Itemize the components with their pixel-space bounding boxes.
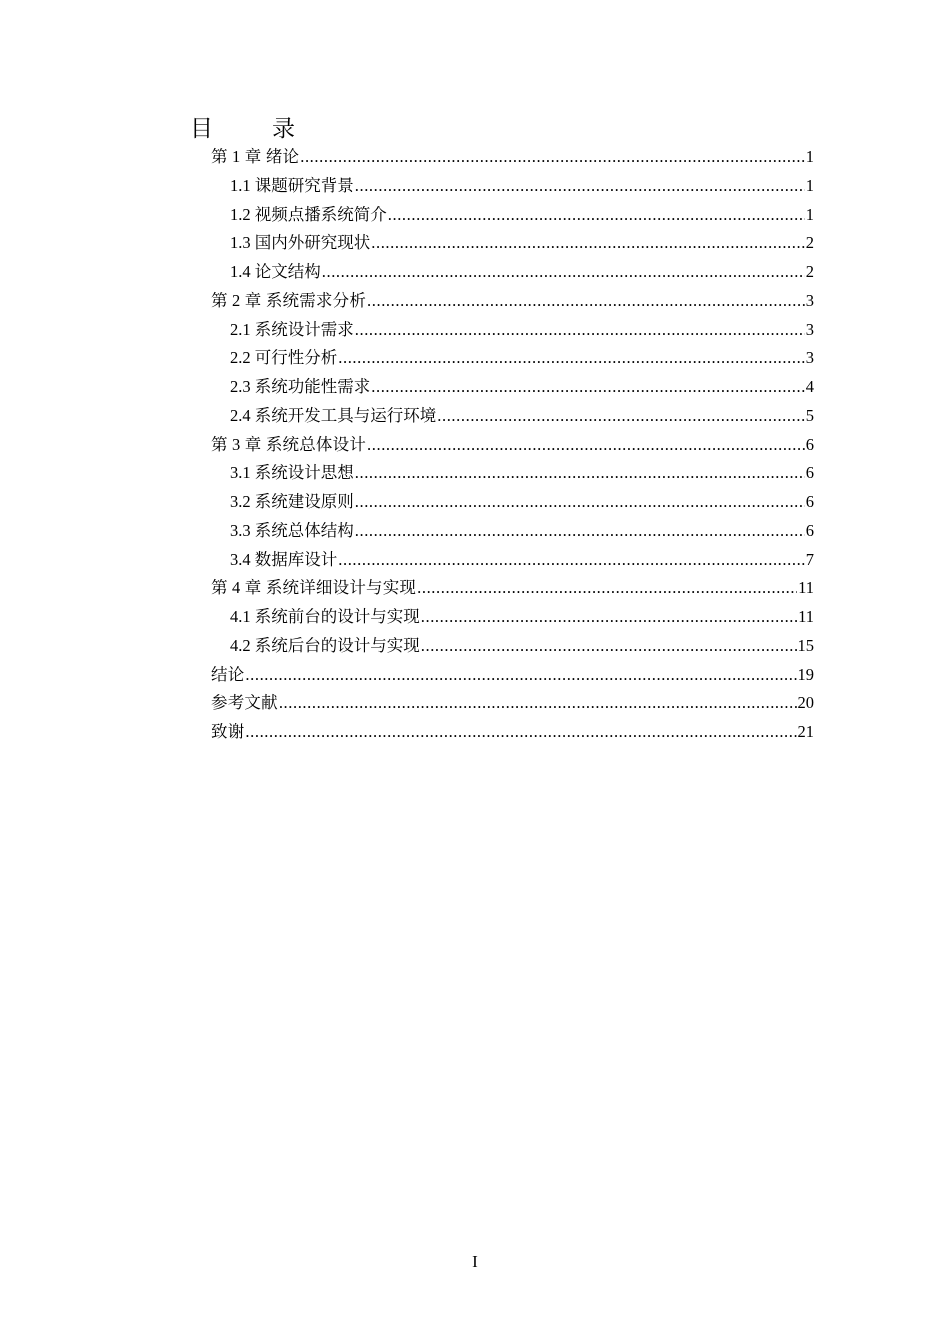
toc-entry-page-number: 6	[805, 520, 814, 540]
toc-section-entry[interactable]	[211, 459, 814, 488]
toc-chapter-entry[interactable]	[211, 143, 814, 172]
toc-entry-label: 2.2 可行性分析	[230, 348, 338, 368]
toc-section-entry[interactable]	[211, 172, 814, 201]
toc-entry-page-number: 4	[805, 377, 814, 396]
toc-entry-label: 1.2 视频点播系统简介	[230, 204, 387, 224]
toc-entry-label: 1.1 课题研究背景	[230, 175, 354, 195]
toc-entry-page-number: 6	[805, 492, 814, 511]
toc-section-entry[interactable]	[211, 373, 814, 402]
toc-dot-leader	[367, 287, 805, 316]
toc-dot-leader	[371, 229, 805, 258]
toc-entry-page-number: 20	[797, 693, 814, 713]
toc-section-entry[interactable]	[211, 201, 814, 230]
toc-section-entry[interactable]	[211, 488, 814, 517]
toc-entry-page-number: 5	[805, 405, 814, 425]
toc-section-entry[interactable]	[211, 603, 814, 632]
toc-dot-leader	[421, 603, 797, 632]
toc-dot-leader	[367, 431, 805, 460]
toc-dot-leader	[355, 488, 805, 517]
toc-entry-page-number: 7	[805, 549, 814, 569]
toc-entry-page-number: 1	[805, 175, 814, 195]
toc-entry-label: 参考文献	[211, 693, 278, 713]
toc-section-entry[interactable]	[211, 316, 814, 345]
toc-entry-label: 1.4 论文结构	[230, 262, 321, 281]
toc-list	[211, 143, 814, 747]
toc-entry-label: 第 3 章 系统总体设计	[211, 434, 367, 454]
toc-entry-page-number: 6	[805, 463, 814, 483]
toc-entry-page-number: 11	[798, 578, 814, 598]
toc-entry-page-number: 21	[797, 722, 814, 741]
toc-dot-leader	[245, 661, 796, 690]
toc-entry-label: 1.3 国内外研究现状	[230, 233, 371, 253]
toc-entry-label: 3.1 系统设计思想	[230, 463, 354, 483]
toc-entry-page-number: 3	[805, 348, 814, 368]
toc-entry-page-number: 2	[805, 262, 814, 281]
toc-entry-label: 第 1 章 绪论	[211, 147, 300, 166]
toc-entry-page-number: 3	[805, 290, 814, 310]
toc-entry-label: 第 4 章 系统详细设计与实现	[211, 578, 417, 598]
toc-dot-leader	[355, 172, 805, 201]
toc-entry-page-number: 3	[805, 319, 814, 339]
toc-entry-label: 4.2 系统后台的设计与实现	[230, 635, 420, 655]
toc-entry-page-number: 15	[797, 635, 814, 655]
toc-entry-label: 2.3 系统功能性需求	[230, 377, 371, 396]
toc-chapter-entry[interactable]	[211, 574, 814, 603]
toc-entry-page-number: 6	[805, 434, 814, 454]
toc-chapter-entry[interactable]	[211, 689, 814, 718]
toc-entry-label: 3.2 系统建设原则	[230, 492, 354, 511]
toc-entry-label: 致谢	[211, 722, 245, 741]
toc-dot-leader	[355, 459, 805, 488]
toc-section-entry[interactable]	[211, 632, 814, 661]
toc-section-entry[interactable]	[211, 229, 814, 258]
toc-dot-leader	[388, 201, 805, 230]
toc-dot-leader	[355, 316, 805, 345]
toc-dot-leader	[300, 143, 805, 172]
toc-title: 目 录	[190, 116, 313, 142]
toc-entry-label: 2.4 系统开发工具与运行环境	[230, 405, 437, 425]
toc-entry-label: 2.1 系统设计需求	[230, 319, 354, 339]
toc-dot-leader	[322, 258, 805, 287]
toc-entry-page-number: 2	[805, 233, 814, 253]
toc-chapter-entry[interactable]	[211, 287, 814, 316]
toc-entry-page-number: 11	[798, 607, 814, 626]
toc-entry-label: 4.1 系统前台的设计与实现	[230, 607, 420, 626]
toc-entry-label: 第 2 章 系统需求分析	[211, 290, 367, 310]
toc-entry-label: 结论	[211, 664, 245, 684]
toc-section-entry[interactable]	[211, 517, 814, 546]
toc-dot-leader	[279, 689, 797, 718]
toc-chapter-entry[interactable]	[211, 661, 814, 690]
toc-dot-leader	[421, 632, 797, 661]
toc-section-entry[interactable]	[211, 546, 814, 575]
toc-entry-label: 3.4 数据库设计	[230, 549, 338, 569]
toc-section-entry[interactable]	[211, 402, 814, 431]
toc-chapter-entry[interactable]	[211, 431, 814, 460]
toc-entry-page-number: 1	[805, 147, 814, 166]
toc-entry-label: 3.3 系统总体结构	[230, 520, 354, 540]
toc-chapter-entry[interactable]	[211, 718, 814, 747]
toc-dot-leader	[338, 546, 805, 575]
toc-dot-leader	[371, 373, 805, 402]
page-number: I	[472, 1252, 478, 1271]
toc-section-entry[interactable]	[211, 344, 814, 373]
toc-dot-leader	[338, 344, 805, 373]
toc-entry-page-number: 1	[805, 204, 814, 224]
toc-section-entry[interactable]	[211, 258, 814, 287]
toc-dot-leader	[355, 517, 805, 546]
toc-entry-page-number: 19	[797, 664, 814, 684]
toc-dot-leader	[417, 574, 797, 603]
toc-dot-leader	[437, 402, 805, 431]
toc-dot-leader	[245, 718, 796, 747]
